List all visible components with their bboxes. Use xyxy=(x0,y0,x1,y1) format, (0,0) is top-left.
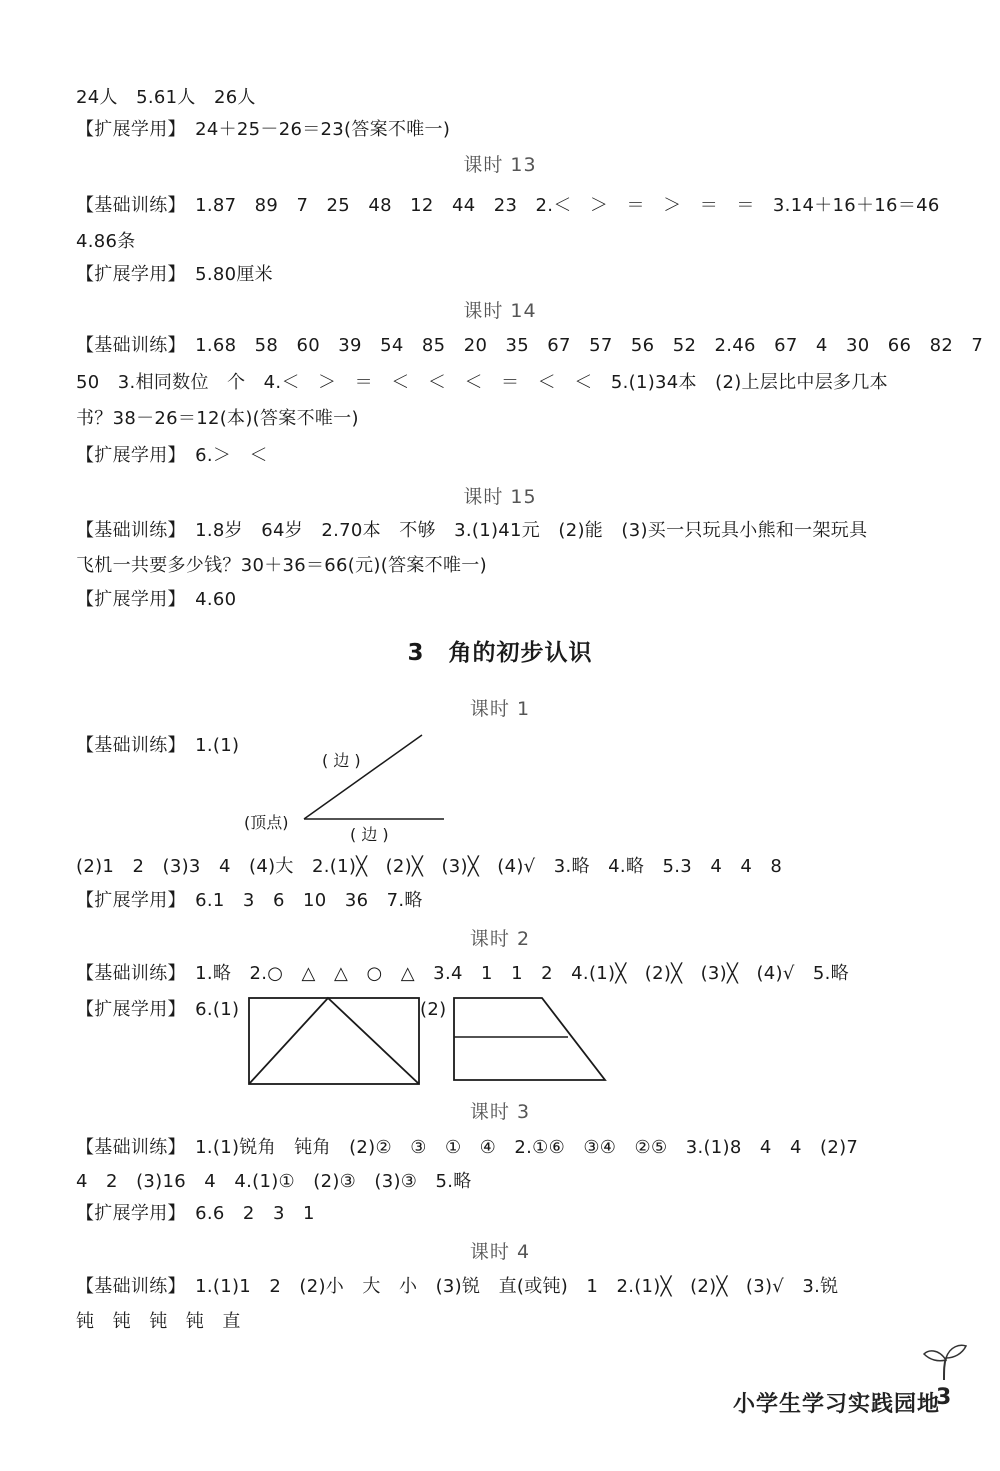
sprout-icon xyxy=(920,1340,970,1382)
answer-line: 24人 5.61人 26人 xyxy=(76,87,256,108)
answer-line: 4.86条 xyxy=(76,231,136,252)
answer-line: 【扩展学用】 6.1 3 6 10 36 7.略 xyxy=(76,890,423,911)
rectangle-with-triangle-figure xyxy=(244,994,424,1090)
footer-brand: 小学生学习实践园地 xyxy=(733,1392,941,1417)
lesson-heading: 课时 13 xyxy=(463,154,537,176)
answer-line: (2)1 2 (3)3 4 (4)大 2.(1)╳ (2)╳ (3)╳ (4)√ 3.略 4.略 5.3 4 4 8 xyxy=(76,856,783,877)
trapezoid-figure xyxy=(450,994,620,1084)
lesson-heading: 课时 1 xyxy=(469,698,531,720)
answer-line: 【基础训练】 1.8岁 64岁 2.70本 不够 3.(1)41元 (2)能 (3)买一只玩具小熊和一架玩具 xyxy=(76,520,868,541)
answer-line: 【基础训练】 1.(1)1 2 (2)小 大 小 (3)锐 直(或钝) 1 2.(1)╳ (2)╳ (3)√ 3.锐 xyxy=(76,1276,839,1297)
figure-label: (2) xyxy=(420,999,447,1020)
answer-line: 【基础训练】 1.87 89 7 25 48 12 44 23 2.＜ ＞ ＝ ＞ ＝ ＝ 3.14＋16＋16＝46 xyxy=(76,195,940,216)
angle-label-side-top: ( 边 ) xyxy=(322,751,361,770)
answer-line: 飞机一共要多少钱？30＋36＝66(元)(答案不唯一) xyxy=(76,555,487,576)
answer-line: 【扩展学用】 24＋25－26＝23(答案不唯一) xyxy=(76,119,451,140)
lesson-heading: 课时 3 xyxy=(469,1101,531,1123)
answer-line: 【扩展学用】 4.60 xyxy=(76,589,237,610)
figure-trapezoid xyxy=(454,998,605,1080)
answer-line: 4 2 (3)16 4 4.(1)① (2)③ (3)③ 5.略 xyxy=(76,1171,472,1192)
answer-line: 【扩展学用】 6.＞ ＜ xyxy=(76,445,268,466)
lesson-heading: 课时 15 xyxy=(463,486,537,508)
angle-label-side-bottom: ( 边 ) xyxy=(350,825,389,844)
answer-line: 【扩展学用】 6.6 2 3 1 xyxy=(76,1203,315,1224)
page-number: 3 xyxy=(936,1385,952,1410)
lesson-heading: 课时 2 xyxy=(469,928,531,950)
angle-ray-top xyxy=(304,735,422,819)
answer-line: 【基础训练】 1.68 58 60 39 54 85 20 35 67 57 56 52 2.46 67 4 30 66 82 7 xyxy=(76,335,984,356)
answer-line: 【扩展学用】 6.(1) xyxy=(76,999,240,1020)
answer-line: 书？38－26＝12(本)(答案不唯一) xyxy=(76,408,359,429)
answer-line: 【扩展学用】 5.80厘米 xyxy=(76,264,273,285)
angle-label-vertex: (顶点) xyxy=(244,813,289,832)
lesson-heading: 课时 14 xyxy=(463,300,537,322)
figure-rectangle xyxy=(249,998,419,1084)
answer-line: 50 3.相同数位 个 4.＜ ＞ ＝ ＜ ＜ ＜ ＝ ＜ ＜ 5.(1)34本 (2)上层比中层多几本 xyxy=(76,372,888,393)
answer-line: 钝 钝 钝 钝 直 xyxy=(76,1311,241,1332)
answer-line: 【基础训练】 1.(1)锐角 钝角 (2)② ③ ① ④ 2.①⑥ ③④ ②⑤ 3.(1)8 4 4 (2)7 xyxy=(76,1137,859,1158)
lesson-heading: 课时 4 xyxy=(469,1241,531,1263)
chapter-title: 3 角的初步认识 xyxy=(407,640,593,666)
answer-line: 【基础训练】 1.略 2.○ △ △ ○ △ 3.4 1 1 2 4.(1)╳ (2)╳ (3)╳ (4)√ 5.略 xyxy=(76,963,849,984)
figure-triangle-sides xyxy=(249,998,419,1084)
angle-figure xyxy=(240,728,480,848)
answer-line: 【基础训练】 1.(1) xyxy=(76,735,240,756)
